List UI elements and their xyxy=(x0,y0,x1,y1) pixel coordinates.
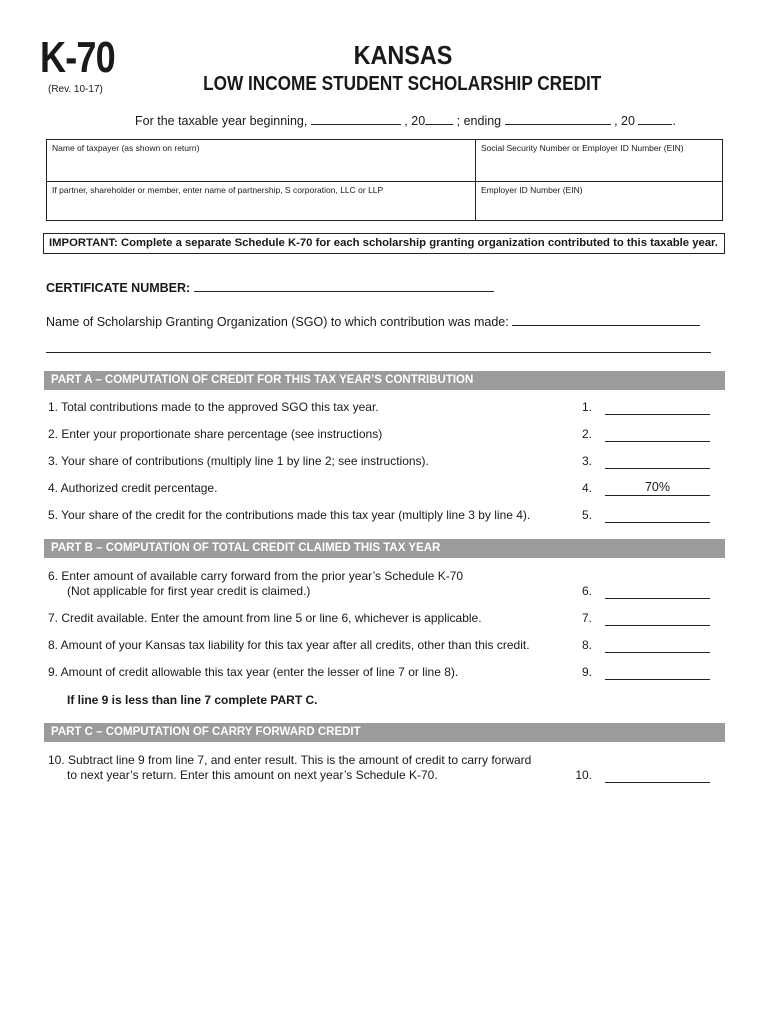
line-3-text: 3. Your share of contributions (multiply line 1 by line 2; see instructions). xyxy=(48,454,429,468)
sgo-name-row xyxy=(46,313,700,329)
end-date-field[interactable] xyxy=(505,112,611,125)
line-7-text: 7. Credit available. Enter the amount from line 5 or line 6, whichever is applicable. xyxy=(48,611,482,625)
line-4-number: 4. xyxy=(581,481,592,495)
line-10-text: 10. Subtract line 9 from line 7, and enter result. This is the amount of credit to carry forward xyxy=(48,753,532,767)
begin-year-field[interactable] xyxy=(425,112,453,125)
line-1-field[interactable] xyxy=(605,399,710,415)
ein-label: Employer ID Number (EIN) xyxy=(481,185,583,195)
line-10-field[interactable] xyxy=(605,767,710,783)
line-8-text: 8. Amount of your Kansas tax liability for this tax year after all credits, other than this credit. xyxy=(48,638,530,652)
part-c-header: PART C – COMPUTATION OF CARRY FORWARD CREDIT xyxy=(44,723,725,742)
taxpayer-name-field[interactable] xyxy=(47,140,475,181)
certificate-number-row xyxy=(46,279,494,295)
line-6-text: 6. Enter amount of available carry forward from the prior year’s Schedule K-70 xyxy=(48,569,464,583)
line-8-field[interactable] xyxy=(605,637,710,653)
partnership-name-field[interactable] xyxy=(47,182,475,221)
line-2-number: 2. xyxy=(581,427,592,441)
part-a-header: PART A – COMPUTATION OF CREDIT FOR THIS TAX YEAR’S CONTRIBUTION xyxy=(44,371,725,390)
line-4-text: 4. Authorized credit percentage. xyxy=(48,481,218,495)
line-10-number: 10. xyxy=(575,768,592,782)
line-1-number: 1. xyxy=(581,400,592,414)
year-20-label-2: , 20 xyxy=(614,114,635,128)
form-title: LOW INCOME STUDENT SCHOLARSHIP CREDIT xyxy=(203,73,602,95)
tax-year-line xyxy=(135,112,676,128)
line-1-text: 1. Total contributions made to the approved SGO this tax year. xyxy=(48,400,379,414)
line-2-field[interactable] xyxy=(605,426,710,442)
ein-field[interactable] xyxy=(476,182,723,221)
form-code: K-70 xyxy=(40,33,115,82)
line-9-note: If line 9 is less than line 7 complete PART C. xyxy=(67,693,318,707)
line-8-number: 8. xyxy=(581,638,592,652)
line-6-number: 6. xyxy=(581,584,592,598)
line-10-text-2: to next year’s return. Enter this amount on next year’s Schedule K-70. xyxy=(67,768,438,782)
line-4-value: 70% xyxy=(605,480,710,496)
line-9-text: 9. Amount of credit allowable this tax year (enter the lesser of line 7 or line 8). xyxy=(48,665,459,679)
period: . xyxy=(672,114,676,128)
sgo-name-label: Name of Scholarship Granting Organization (SGO) to which contribution was made: xyxy=(46,315,509,329)
begin-date-field[interactable] xyxy=(311,112,401,125)
tax-year-begin-label: For the taxable year beginning, xyxy=(135,114,308,128)
partnership-name-label: If partner, shareholder or member, enter name of partnership, S corporation, LLC or LLP xyxy=(52,185,384,195)
line-6-text-2: (Not applicable for first year credit is claimed.) xyxy=(67,584,311,598)
line-9-number: 9. xyxy=(581,665,592,679)
certificate-number-field[interactable] xyxy=(194,279,494,292)
line-7-number: 7. xyxy=(581,611,592,625)
important-notice: IMPORTANT: Complete a separate Schedule K-70 for each scholarship granting organization contributed to this taxable year. xyxy=(43,233,725,254)
part-b-header: PART B – COMPUTATION OF TOTAL CREDIT CLAIMED THIS TAX YEAR xyxy=(44,539,725,558)
tax-year-ending-label: ; ending xyxy=(456,114,502,128)
line-7-field[interactable] xyxy=(605,610,710,626)
ssn-field[interactable] xyxy=(476,140,723,181)
line-3-field[interactable] xyxy=(605,453,710,469)
state-title: KANSAS xyxy=(353,40,453,70)
line-5-number: 5. xyxy=(581,508,592,522)
line-2-text: 2. Enter your proportionate share percentage (see instructions) xyxy=(48,427,383,441)
year-20-label: , 20 xyxy=(404,114,426,128)
certificate-number-label: CERTIFICATE NUMBER: xyxy=(46,281,191,295)
line-5-field[interactable] xyxy=(605,507,710,523)
sgo-name-field[interactable] xyxy=(512,313,700,326)
end-year-field[interactable] xyxy=(638,112,672,125)
sgo-name-field-continued[interactable] xyxy=(46,352,711,353)
revision-date: (Rev. 10-17) xyxy=(48,84,103,95)
line-5-text: 5. Your share of the credit for the contributions made this tax year (multiply line 3 by line 4). xyxy=(48,508,531,522)
taxpayer-info-box xyxy=(46,139,723,221)
line-6-field[interactable] xyxy=(605,583,710,599)
line-9-field[interactable] xyxy=(605,664,710,680)
line-3-number: 3. xyxy=(581,454,592,468)
ssn-label: Social Security Number or Employer ID Number (EIN) xyxy=(481,143,684,153)
taxpayer-name-label: Name of taxpayer (as shown on return) xyxy=(52,143,200,153)
